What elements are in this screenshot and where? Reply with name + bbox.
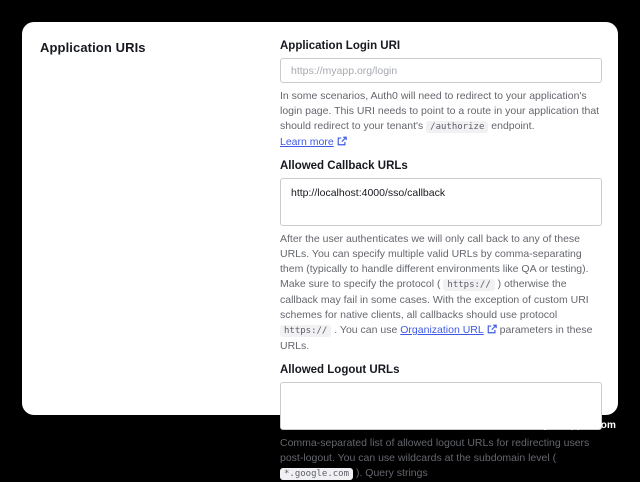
callback-help-text-3: . You can use: [331, 324, 401, 336]
organization-url-link-label: Organization URL: [400, 324, 484, 336]
section-title-column: [40, 40, 280, 415]
login-uri-field: [280, 40, 602, 150]
callback-urls-help: [280, 232, 602, 354]
login-uri-input[interactable]: [280, 58, 602, 83]
wildcard-subdomain-code: *.google.com: [280, 468, 353, 480]
callback-urls-label: Allowed Callback URLs: [280, 160, 408, 172]
login-uri-help-text-1: In some scenarios, Auth0 will need to redirect to your application's login page. This URI needs to point to a route in your application that should redirect to your tenant's: [280, 90, 600, 132]
callback-urls-field: [280, 160, 602, 354]
callback-help-text-4: parameters in these URLs.: [280, 324, 593, 352]
organization-url-link[interactable]: [400, 324, 496, 336]
https-protocol-code-2: https://: [280, 325, 331, 337]
callback-help-text-2: ) otherwise the callback may fail in some cases. With the exception of custom URI schemes for native clients, all callbacks should use protocol: [280, 278, 589, 321]
logout-help-text-2: ). Query strings: [353, 467, 428, 479]
external-link-icon: [337, 136, 347, 146]
authorize-endpoint-code: /authorize: [426, 121, 488, 133]
login-uri-help-text-2: endpoint.: [488, 120, 535, 132]
login-uri-label: Application Login URI: [280, 40, 401, 52]
learn-more-link[interactable]: [280, 136, 347, 148]
callback-help-text-1: After the user authenticates we will only call back to any of these URLs. You can specify multiple valid URLs by comma-separating them (typically to handle different environments like QA or testing). Make sure to specify the protocol (: [280, 233, 589, 290]
section-title: Application URIs: [40, 40, 146, 55]
learn-more-link-label: Learn more: [280, 136, 334, 148]
watermark-text: Screenshot by Xnapper.com: [479, 420, 616, 431]
logout-urls-label: Allowed Logout URLs: [280, 364, 400, 376]
https-protocol-code-1: https://: [443, 279, 494, 291]
logout-help-text-1: Comma-separated list of allowed logout URLs for redirecting users post-logout. You can use wildcards at the subdomain level (: [280, 437, 590, 464]
external-link-icon: [487, 324, 497, 334]
login-uri-help: [280, 89, 602, 150]
callback-urls-textarea[interactable]: [280, 178, 602, 226]
logout-urls-help: [280, 436, 602, 482]
